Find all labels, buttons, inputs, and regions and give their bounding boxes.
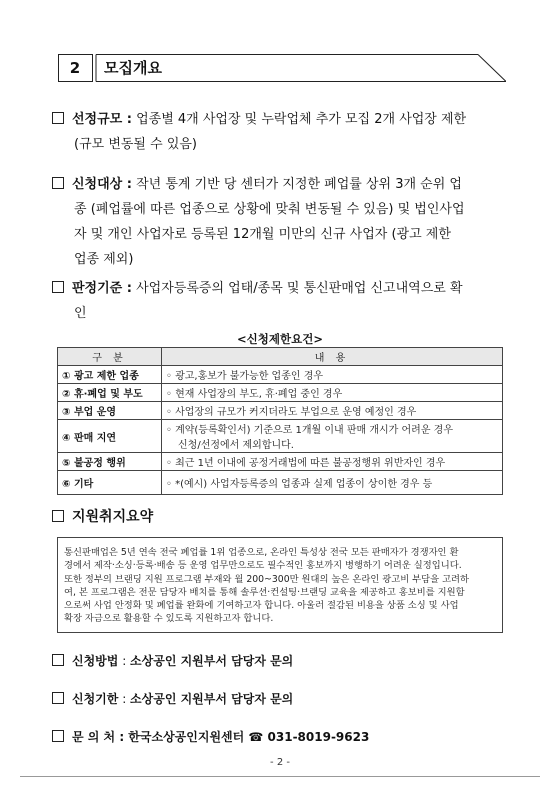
table-header-content: 내 용 <box>162 348 503 366</box>
contact-sep: : <box>115 730 129 744</box>
apply-method-sep: : <box>118 654 131 668</box>
row-description: ◦ 광고,홍보가 불가능한 업종인 경우 <box>162 366 503 384</box>
criteria-label: 판정기준 : <box>72 281 132 296</box>
contact-label: 문 의 처 <box>72 730 116 744</box>
selection-scale-text: 업종별 4개 사업장 및 누락업체 추가 모집 2개 사업장 제한 <box>131 112 467 127</box>
apply-method-text: 소상공인 지원부서 담당자 문의 <box>130 654 294 668</box>
criteria-text: 사업자등록증의 업태/종목 및 통신판매업 신고내역으로 확 <box>131 281 463 296</box>
contact-info <box>52 728 369 745</box>
row-category: ③ 부업 운영 <box>58 402 162 420</box>
selection-scale-label: 선정규모 : <box>72 112 132 127</box>
table-row <box>58 420 503 453</box>
table-row <box>58 471 503 495</box>
summary-line: 통신판매업은 5년 연속 전국 폐업률 1위 업종으로, 온라인 특성상 전국 모든 판매자가 경쟁자인 환 <box>64 547 459 558</box>
summary-line: 또한 정부의 브랜딩 지원 프로그램 부재와 월 200~300만 원대의 높은 온라인 광고비 부담을 고려하 <box>64 573 470 585</box>
row-category: ④ 판매 지연 <box>58 420 162 453</box>
target-label: 신청대상 : <box>72 177 132 192</box>
summary-box <box>57 537 503 633</box>
apply-deadline-label: 신청기한 <box>72 692 119 706</box>
apply-method <box>52 652 293 669</box>
row-category: ⑥ 기타 <box>58 471 162 495</box>
summary-line: 으로써 사업 안정화 및 폐업률 완화에 기여하고자 합니다. 아울러 절감된 비용을 상품 소싱 및 사업 <box>64 600 459 612</box>
checkbox-icon <box>52 730 64 742</box>
table-row <box>58 366 503 384</box>
summary-heading <box>52 505 510 530</box>
target-item <box>52 172 510 272</box>
contact-text: 한국소상공인지원센터 ☎ 031-8019-9623 <box>128 730 370 744</box>
table-row <box>58 453 503 471</box>
checkbox-icon <box>52 692 64 704</box>
criteria-cont: 인 <box>74 306 87 321</box>
checkbox-icon <box>52 654 64 666</box>
checkbox-icon <box>52 112 64 124</box>
page-number: - 2 - <box>270 757 290 768</box>
row-description <box>162 420 503 453</box>
apply-method-label: 신청방법 <box>72 654 119 668</box>
footer-divider <box>20 776 540 777</box>
target-text: 작년 통계 기반 당 센터가 지정한 폐업률 상위 3개 순위 업 <box>131 177 462 192</box>
section-number: 2 <box>69 59 81 77</box>
row-description-line: ◦ 계약(등록확인서) 기준으로 1개월 이내 판매 개시가 어려운 경우 <box>166 425 453 436</box>
table-caption: <신청제한요건> <box>237 332 323 346</box>
table-header-row <box>58 348 503 366</box>
target-cont-3: 업종 제외) <box>74 252 134 267</box>
row-category: ⑤ 불공정 행위 <box>58 453 162 471</box>
table-header-category: 구 분 <box>58 348 162 366</box>
summary-line: 확장 자금으로 활용할 수 있도록 지원하고자 합니다. <box>64 613 274 625</box>
target-cont: 종 (폐업률에 따른 업종으로 상황에 맞춰 변동될 수 있음) 및 법인사업 <box>74 202 465 217</box>
table-row <box>58 402 503 420</box>
row-description: ◦ 최근 1년 이내에 공정거래법에 따른 불공정행위 위반자인 경우 <box>162 453 503 471</box>
checkbox-icon <box>52 510 64 522</box>
row-description: ◦ 사업장의 규모가 커지더라도 부업으로 운영 예정인 경우 <box>162 402 503 420</box>
section-title: 모집개요 <box>104 59 162 77</box>
checkbox-icon <box>52 281 64 293</box>
summary-title: 지원취지요약 <box>72 509 154 525</box>
table-row <box>58 384 503 402</box>
section-header <box>58 54 506 82</box>
selection-scale-item <box>52 107 510 157</box>
row-category: ① 광고 제한 업종 <box>58 366 162 384</box>
row-description: ◦ 현재 사업장의 부도, 휴·폐업 중인 경우 <box>162 384 503 402</box>
row-category: ② 휴·폐업 및 부도 <box>58 384 162 402</box>
apply-deadline <box>52 690 293 707</box>
row-description: ◦ *(예시) 사업자등록증의 업종과 실제 업종이 상이한 경우 등 <box>162 471 503 495</box>
apply-deadline-sep: : <box>118 692 131 706</box>
selection-scale-cont: (규모 변동될 수 있음) <box>74 137 198 152</box>
apply-deadline-text: 소상공인 지원부서 담당자 문의 <box>130 692 294 706</box>
row-description-line-2: 신청/선정에서 제외합니다. <box>178 440 294 451</box>
checkbox-icon <box>52 177 64 189</box>
restriction-table <box>57 347 503 495</box>
summary-line: 여, 본 프로그램은 전문 담당자 배치를 통해 솔루션·컨설팅·브랜딩 교육을 제공하고 홍보비를 지원함 <box>64 586 465 598</box>
target-cont-2: 자 및 개인 사업자로 등록된 12개월 미만의 신규 사업자 (광고 제한 <box>74 227 451 242</box>
criteria-item <box>52 276 510 326</box>
summary-line: 경에서 제작·소싱·등록·배송 등 운영 업무만으로도 필수적인 홍보까지 병행하기 어려운 실정입니다. <box>64 560 462 572</box>
